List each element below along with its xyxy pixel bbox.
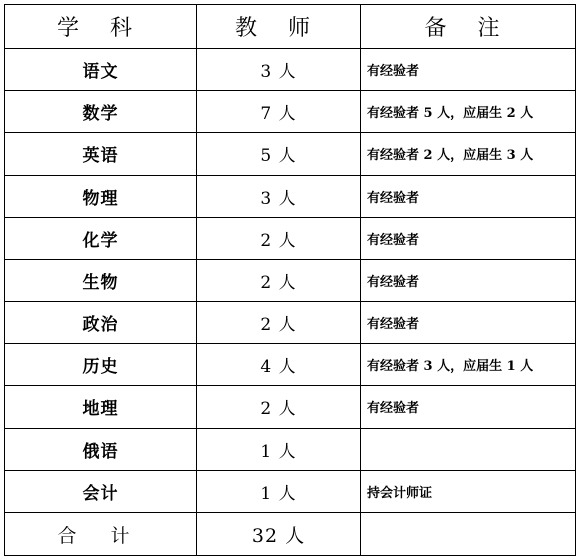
subject-cell: 物理	[5, 175, 197, 217]
header-note: 备 注	[361, 5, 576, 49]
subject-cell: 政治	[5, 302, 197, 344]
subject-cell: 地理	[5, 386, 197, 428]
note-cell: 有经验者	[361, 217, 576, 259]
teacher-count-cell: 1 人	[197, 470, 361, 512]
subject-cell: 生物	[5, 259, 197, 301]
table-row	[5, 49, 576, 91]
total-row	[5, 513, 576, 556]
table-row	[5, 133, 576, 175]
subject-cell: 会计	[5, 470, 197, 512]
subject-cell: 语文	[5, 49, 197, 91]
note-cell: 有经验者	[361, 386, 576, 428]
teacher-count-cell: 3 人	[197, 175, 361, 217]
teacher-count-cell: 1 人	[197, 428, 361, 470]
teacher-count-cell: 4 人	[197, 344, 361, 386]
teacher-count-cell: 2 人	[197, 302, 361, 344]
total-label-cell: 合 计	[5, 513, 197, 556]
note-cell: 有经验者 5 人，应届生 2 人	[361, 91, 576, 133]
teacher-count-cell: 3 人	[197, 49, 361, 91]
table-row	[5, 302, 576, 344]
subject-cell: 化学	[5, 217, 197, 259]
teacher-count-cell: 5 人	[197, 133, 361, 175]
subject-cell: 数学	[5, 91, 197, 133]
table-row	[5, 428, 576, 470]
total-count-cell: 32 人	[197, 513, 361, 556]
table-row	[5, 259, 576, 301]
note-cell: 有经验者 3 人，应届生 1 人	[361, 344, 576, 386]
table-row	[5, 175, 576, 217]
table-row	[5, 217, 576, 259]
teacher-count-cell: 2 人	[197, 259, 361, 301]
subject-cell: 英语	[5, 133, 197, 175]
note-cell: 有经验者	[361, 259, 576, 301]
header-teachers: 教 师	[197, 5, 361, 49]
note-cell: 持会计师证	[361, 470, 576, 512]
table-row	[5, 470, 576, 512]
total-note-cell	[361, 513, 576, 556]
table-row	[5, 386, 576, 428]
note-cell: 有经验者	[361, 175, 576, 217]
note-cell: 有经验者	[361, 302, 576, 344]
teacher-count-cell: 2 人	[197, 217, 361, 259]
note-cell: 有经验者	[361, 49, 576, 91]
subject-cell: 俄语	[5, 428, 197, 470]
note-cell: 有经验者 2 人，应届生 3 人	[361, 133, 576, 175]
teacher-count-cell: 7 人	[197, 91, 361, 133]
table-row	[5, 344, 576, 386]
note-cell	[361, 428, 576, 470]
header-row	[5, 5, 576, 49]
table-row	[5, 91, 576, 133]
teacher-count-cell: 2 人	[197, 386, 361, 428]
teacher-staffing-table	[4, 4, 576, 556]
subject-cell: 历史	[5, 344, 197, 386]
header-subject: 学 科	[5, 5, 197, 49]
